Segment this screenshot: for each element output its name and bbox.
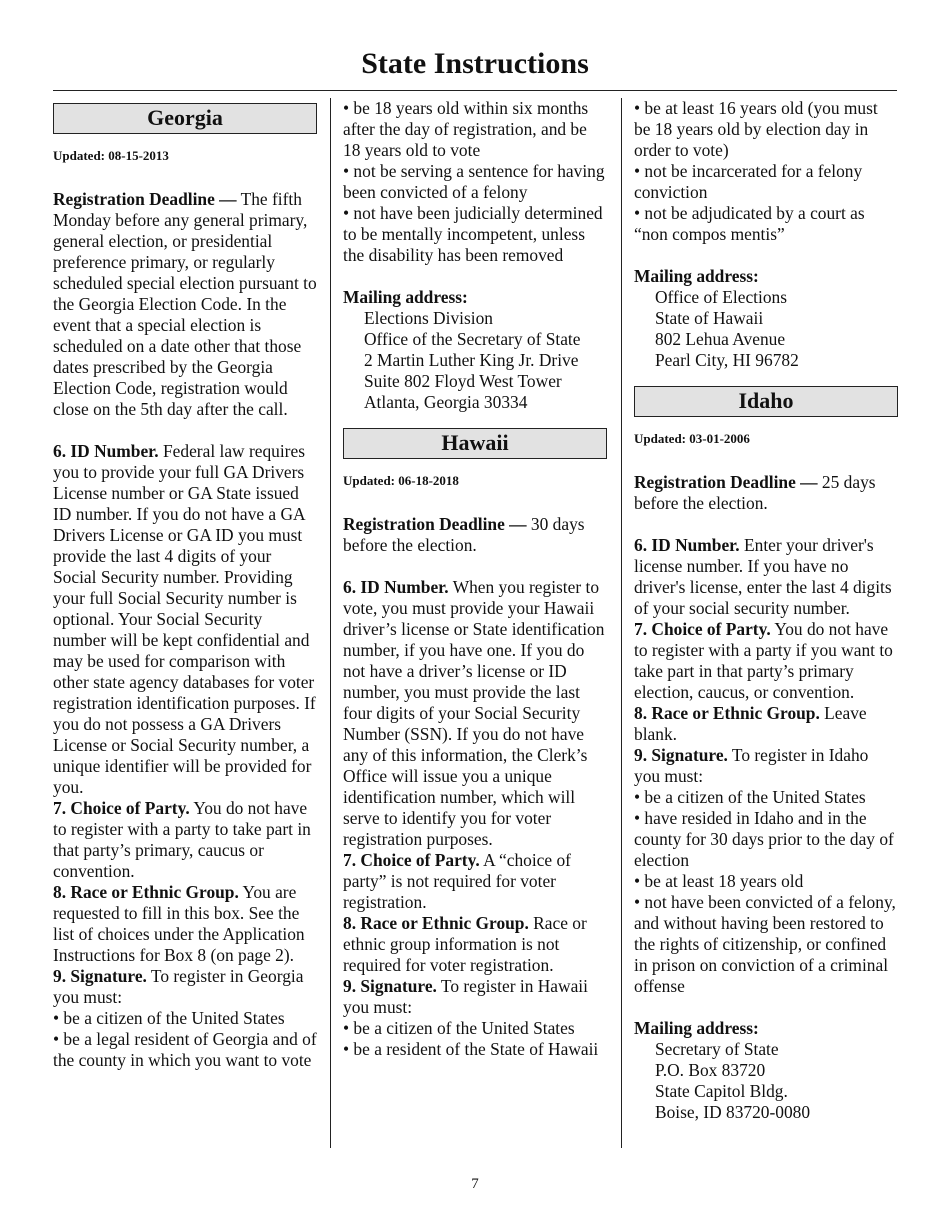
- race-instructions: 8. Race or Ethnic Group. Leave blank.: [634, 703, 867, 744]
- mailing-address-label: Mailing address:: [343, 287, 468, 307]
- requirement-item: • be 18 years old within six months after the day of registration, and be 18 years old to vote: [343, 98, 589, 160]
- page-title: State Instructions: [361, 47, 589, 80]
- state-header-idaho: Idaho: [634, 386, 898, 417]
- choice-of-party-instructions: 7. Choice of Party. You do not have to register with a party to take part in that party’s primary, caucus or convention.: [53, 798, 311, 881]
- updated-date: Updated: 03-01-2006: [634, 431, 750, 446]
- requirement-item: • have resided in Idaho and in the county for 30 days prior to the day of election: [634, 808, 894, 870]
- registration-deadline: Registration Deadline — 25 days before the election.: [634, 472, 876, 513]
- address-line: Office of the Secretary of State: [364, 329, 581, 349]
- registration-deadline: Registration Deadline — 30 days before the election.: [343, 514, 585, 555]
- choice-of-party-instructions: 7. Choice of Party. A “choice of party” is not required for voter registration.: [343, 850, 571, 912]
- address-line: Elections Division: [364, 308, 493, 328]
- title-divider: [53, 90, 897, 91]
- requirement-item: • be a resident of the State of Hawaii: [343, 1039, 599, 1059]
- address-line: P.O. Box 83720: [655, 1060, 766, 1080]
- page-number: 7: [471, 1176, 479, 1192]
- mailing-address: [634, 1039, 898, 1123]
- address-line: 2 Martin Luther King Jr. Drive: [364, 350, 579, 370]
- requirement-item: • be a citizen of the United States: [53, 1008, 285, 1028]
- updated-date: Updated: 06-18-2018: [343, 473, 459, 488]
- requirement-item: • be a citizen of the United States: [343, 1018, 575, 1038]
- state-header-hawaii: Hawaii: [343, 428, 607, 459]
- address-line: State Capitol Bldg.: [655, 1081, 788, 1101]
- column-2: [343, 98, 607, 1060]
- column-1: [53, 98, 317, 1071]
- requirement-item: • not be serving a sentence for having been convicted of a felony: [343, 161, 605, 202]
- id-number-instructions: 6. ID Number. Enter your driver's license number. If you have no driver's license, enter the last 4 digits of your social security number.: [634, 535, 892, 618]
- address-line: State of Hawaii: [655, 308, 764, 328]
- signature-instructions: 9. Signature. To register in Hawaii you must:: [343, 976, 588, 1017]
- address-line: Boise, ID 83720-0080: [655, 1102, 811, 1122]
- signature-instructions: 9. Signature. To register in Georgia you must:: [53, 966, 304, 1007]
- requirement-item: • be a legal resident of Georgia and of the county in which you want to vote: [53, 1029, 317, 1070]
- requirement-item: • not be incarcerated for a felony conviction: [634, 161, 863, 202]
- mailing-address: [634, 287, 898, 371]
- mailing-address: [343, 308, 607, 413]
- requirement-item: • not be adjudicated by a court as “non compos mentis”: [634, 203, 865, 244]
- race-instructions: 8. Race or Ethnic Group. You are requested to fill in this box. See the list of choices under the Application Instructions for Box 8 (on page 2).: [53, 882, 305, 965]
- race-instructions: 8. Race or Ethnic Group. Race or ethnic group information is not required for voter registration.: [343, 913, 587, 975]
- requirement-item: • be at least 18 years old: [634, 871, 804, 891]
- address-line: 802 Lehua Avenue: [655, 329, 786, 349]
- column-divider: [330, 98, 331, 1148]
- state-header-georgia: Georgia: [53, 103, 317, 134]
- requirement-item: • not have been judicially determined to be mentally incompetent, unless the disability has been removed: [343, 203, 603, 265]
- requirement-item: • not have been convicted of a felony, and without having been restored to the rights of citizenship, or confined in prison on conviction of a criminal offense: [634, 892, 896, 996]
- requirement-item: • be at least 16 years old (you must be 18 years old by election day in order to vote): [634, 98, 878, 160]
- address-line: Secretary of State: [655, 1039, 779, 1059]
- registration-deadline: Registration Deadline — The fifth Monday before any general primary, general election, or presidential preference primary, or regularly scheduled special election pursuant to the Georgia Election Code. In the event that a special election is scheduled on a date other that those dates prescribed by the Georgia Election Code, registration would close on the 5th day after the call.: [53, 189, 317, 419]
- address-line: Suite 802 Floyd West Tower: [364, 371, 562, 391]
- mailing-address-label: Mailing address:: [634, 266, 759, 286]
- id-number-instructions: 6. ID Number. Federal law requires you to provide your full GA Drivers License number or GA State issued ID number. If you do not have a GA Drivers License or GA ID you must provide the last 4 digits of your Social Security number. Providing your full Social Security number is optional. Your Social Security number will be kept confidential and may be used for comparison with other state agency databases for voter registration identification purposes. If you do not possess a GA Drivers License or Social Security number, a unique identifier will be provided for you.: [53, 441, 316, 797]
- updated-date: Updated: 08-15-2013: [53, 148, 169, 163]
- id-number-instructions: 6. ID Number. When you register to vote, you must provide your Hawaii driver’s license or State identification number, if you have one. If you do not have a driver’s license or ID number, you must provide the last four digits of your Social Security Number (SSN). If you do not have any of this information, the Clerk’s Office will issue you a unique identification number, which will serve to identify you for voter registration purposes.: [343, 577, 605, 849]
- column-divider: [621, 98, 622, 1148]
- choice-of-party-instructions: 7. Choice of Party. You do not have to register with a party if you want to take part in that party’s primary election, caucus, or convention.: [634, 619, 893, 702]
- address-line: Pearl City, HI 96782: [655, 350, 799, 370]
- requirement-item: • be a citizen of the United States: [634, 787, 866, 807]
- address-line: Office of Elections: [655, 287, 787, 307]
- signature-instructions: 9. Signature. To register in Idaho you must:: [634, 745, 869, 786]
- column-3: [634, 98, 898, 1123]
- mailing-address-label: Mailing address:: [634, 1018, 759, 1038]
- address-line: Atlanta, Georgia 30334: [364, 392, 528, 412]
